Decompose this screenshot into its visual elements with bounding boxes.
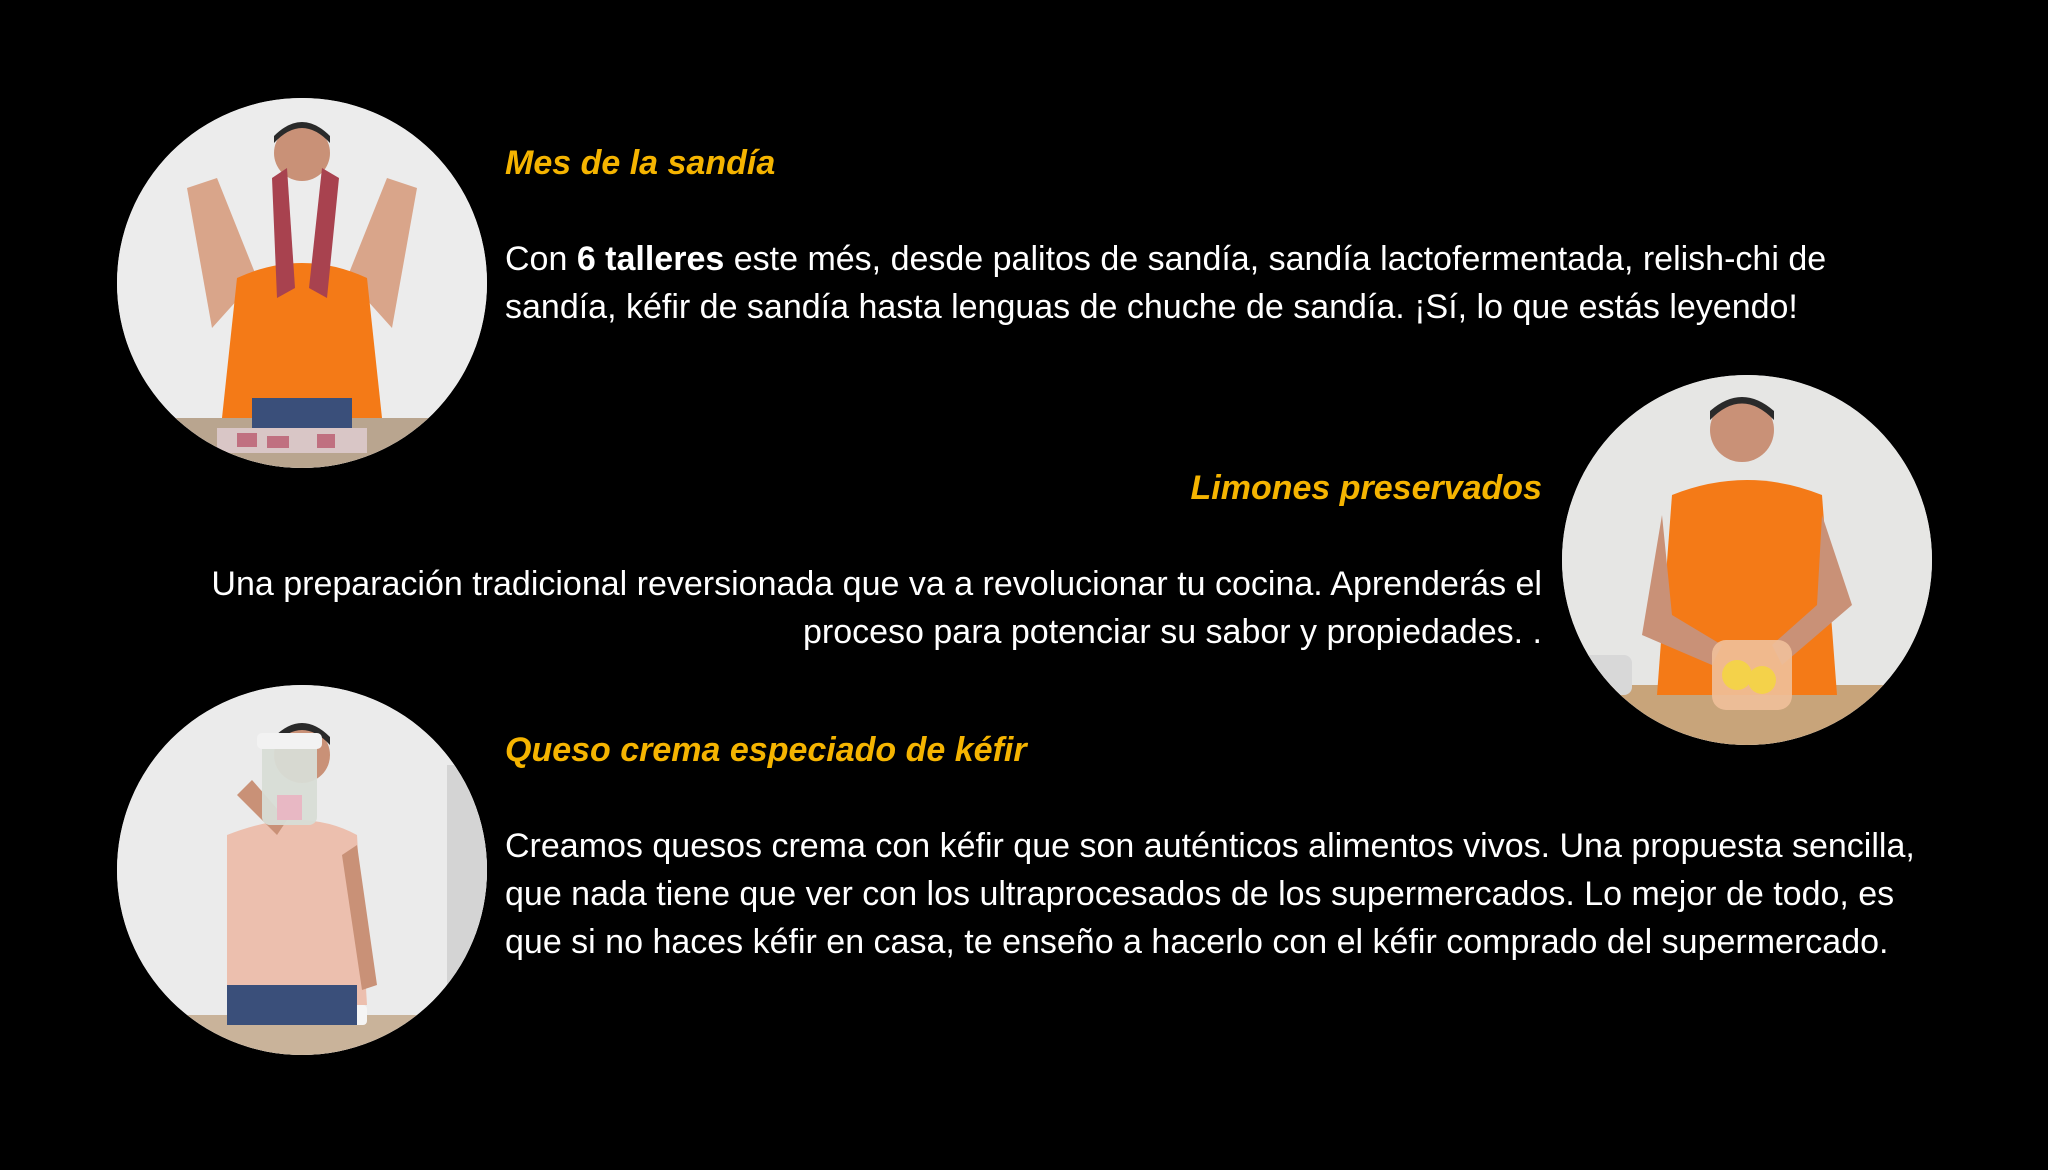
desc-rest: este més, desde palitos de sandía, sandía lactofermentada, relish-chi de sandía, kéfir de sandía hasta lenguas de chuche de sandía. ¡Sí, lo que estás leyendo!: [505, 240, 1827, 326]
photo-man-pink-shirt-jar: [117, 685, 487, 1055]
section-title-lemons: Limones preservados: [1190, 469, 1542, 507]
section-description-watermelon: [505, 235, 1935, 331]
desc-bold-count: 6 talleres: [576, 240, 725, 278]
desc-prefix: Con: [505, 240, 577, 278]
section-title-kefir: Queso crema especiado de kéfir: [505, 731, 1027, 769]
photo-watermelon-workshop: [117, 98, 487, 468]
section-description-kefir: Creamos quesos crema con kéfir que son auténticos alimentos vivos. Una propuesta sencilla, que nada tiene que ver con los ultraprocesados de los supermercados. Lo mejor de todo, es que si no haces kéfir en casa, te enseño a hacerlo con el kéfir comprado del supermercado.: [505, 827, 1915, 961]
photo-preserved-lemons: [1562, 375, 1932, 745]
section-description-lemons: Una preparación tradicional reversionada que va a revolucionar tu cocina. Aprenderás el proceso para potenciar su sabor y propiedades. .: [211, 565, 1542, 651]
photo-man-orange-shirt-lemons: [1562, 375, 1932, 745]
section-title-watermelon: Mes de la sandía: [505, 144, 776, 182]
photo-man-orange-shirt-watermelon: [117, 98, 487, 468]
photo-kefir-cream-cheese: [117, 685, 487, 1055]
